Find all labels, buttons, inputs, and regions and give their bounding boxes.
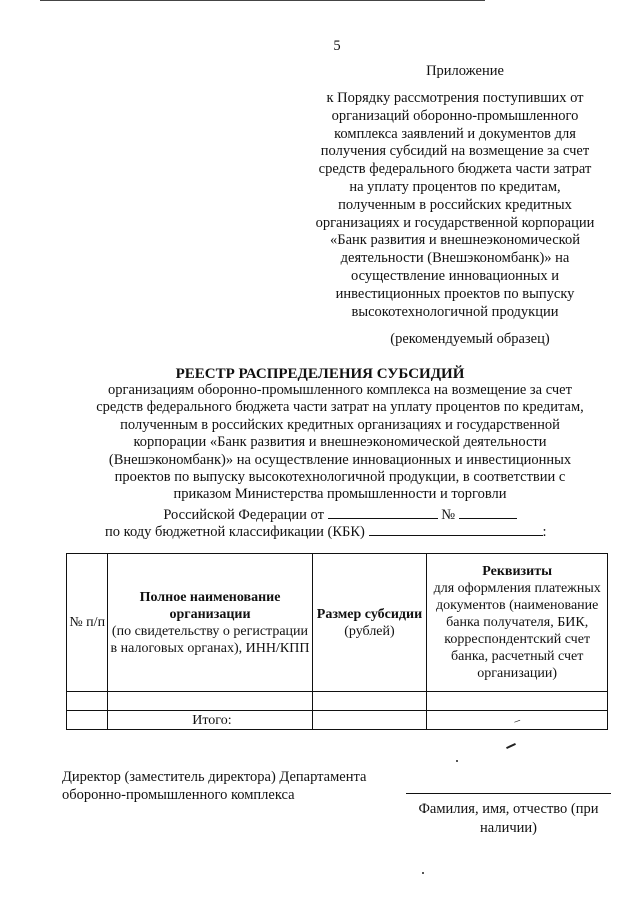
- sample-note: (рекомендуемый образец): [390, 331, 550, 347]
- table-cell[interactable]: [67, 692, 108, 711]
- order-prefix: Российской Федерации от: [163, 506, 324, 523]
- table-cell[interactable]: [108, 692, 312, 711]
- speck-icon: [422, 872, 424, 874]
- number-sign: №: [441, 506, 456, 523]
- kbk-line: [105, 521, 575, 542]
- header-organization: [108, 554, 312, 692]
- table-row: [67, 692, 608, 711]
- header-number: [67, 554, 108, 692]
- table-cell: [67, 711, 108, 730]
- signature-line[interactable]: [406, 793, 611, 794]
- registry-body-text: организациям оборонно-промышленного комплекса на возмещение за счет средств федерального бюджета части затрат на уплату процентов по кредитам, полученным в российских кредитных организациях и государственной корпорации «Банк развития и внешнеэкономической деятельности (Внешэкономбанк)» на осуществление инновационных и инвестиционных проектов по выпуску высокотехнологичной продукции, в соответствии с приказом Министерства промышленности и торговли: [96, 382, 584, 503]
- pen-mark-icon: ‒: [511, 711, 523, 728]
- header-requisites: [427, 554, 608, 692]
- page-number: 5: [333, 38, 341, 54]
- fio-caption: Фамилия, имя, отчество (при наличии): [418, 801, 599, 836]
- order-date-field[interactable]: [328, 504, 438, 519]
- total-subsidy-cell[interactable]: [312, 711, 427, 730]
- header-subsidy-note: (рублей): [344, 623, 395, 639]
- pen-mark-icon: [506, 743, 516, 749]
- registry-description: [90, 382, 590, 524]
- table-total-row: [67, 711, 608, 730]
- header-organization-note: (по свидетельству о регистрации в налоговых органах), ИНН/КПП: [110, 623, 310, 656]
- appendix-body: к Порядку рассмотрения поступивших от организаций оборонно-промышленного комплекса заявлений и документов для получения субсидий на возмещение за счет средств федерального бюджета части затрат на уплату процентов по кредитам, полученным в российских кредитных организациях и государственной корпорации «Банк развития и внешнеэкономической деятельности (Внешэкономбанк)» на осуществление инновационных и инвестиционных проектов по выпуску высокотехнологичной продукции: [315, 90, 595, 320]
- director-title: Директор (заместитель директора) Департамента оборонно-промышленного комплекса: [62, 769, 367, 803]
- header-number-label: № п/п: [69, 615, 106, 630]
- table-cell[interactable]: [427, 692, 608, 711]
- top-edge-rule: [40, 0, 485, 1]
- speck-icon: [456, 760, 458, 762]
- header-requisites-note: для оформления платежных документов (наименование банка получателя, БИК, корреспондентский счет банка, расчетный счет организации): [433, 581, 601, 681]
- order-number-field[interactable]: [459, 504, 517, 519]
- appendix-title: Приложение: [426, 63, 504, 79]
- kbk-label: по коду бюджетной классификации (КБК): [105, 524, 365, 540]
- registry-title: РЕЕСТР РАСПРЕДЕЛЕНИЯ СУБСИДИЙ: [175, 366, 465, 382]
- total-label: Итого:: [108, 711, 312, 730]
- header-subsidy-title: Размер субсидии: [316, 606, 423, 622]
- registry-table: [66, 553, 608, 730]
- header-organization-title: Полное наименование организации: [139, 589, 281, 622]
- kbk-colon: :: [542, 524, 547, 540]
- table-header-row: [67, 554, 608, 692]
- header-requisites-title: Реквизиты: [482, 564, 553, 579]
- header-subsidy: [312, 554, 427, 692]
- kbk-field[interactable]: [369, 521, 543, 536]
- table-cell[interactable]: [427, 711, 608, 730]
- table-cell[interactable]: [312, 692, 427, 711]
